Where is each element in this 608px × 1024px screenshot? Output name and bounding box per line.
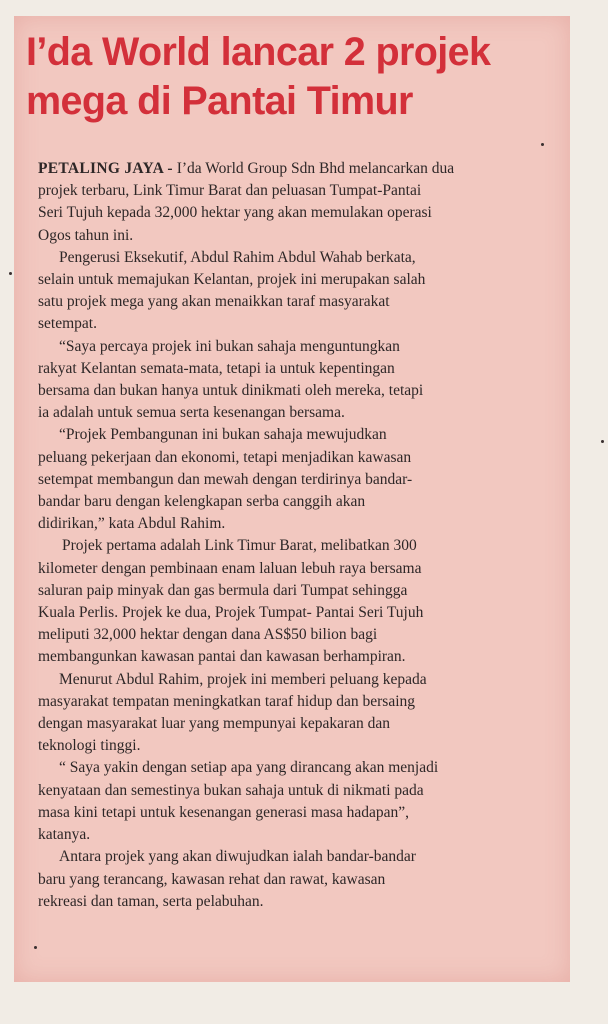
article-line: Ogos tahun ini. bbox=[38, 226, 134, 244]
print-speck bbox=[601, 440, 604, 443]
article-line bbox=[38, 158, 552, 180]
article-body bbox=[38, 158, 552, 913]
headline-line-2: mega di Pantai Timur bbox=[26, 79, 413, 123]
paragraph-1 bbox=[38, 158, 552, 247]
article-line: ia adalah untuk semua serta kesenangan bersama. bbox=[38, 404, 345, 422]
paragraph-8 bbox=[38, 846, 552, 913]
paragraph-3 bbox=[38, 336, 552, 425]
article-line: satu projek mega yang akan menaikkan taraf masyarakat bbox=[38, 293, 390, 311]
article-line: “Saya percaya projek ini bukan sahaja menguntungkan bbox=[59, 337, 400, 355]
article-line: membangunkan kawasan pantai dan kawasan berhampiran. bbox=[38, 648, 406, 666]
article-line: meliputi 32,000 hektar dengan dana AS$50 bilion bagi bbox=[38, 626, 378, 644]
article-line: setempat. bbox=[38, 315, 97, 333]
paragraph-2 bbox=[38, 247, 552, 336]
paragraph-7 bbox=[38, 757, 552, 846]
article-line: didirikan,” kata Abdul Rahim. bbox=[38, 515, 226, 533]
article-line: Projek pertama adalah Link Timur Barat, melibatkan 300 bbox=[62, 537, 417, 555]
paragraph-5 bbox=[38, 535, 552, 668]
article-line: Menurut Abdul Rahim, projek ini memberi peluang kepada bbox=[59, 670, 427, 688]
paragraph-4 bbox=[38, 424, 552, 535]
print-speck bbox=[541, 143, 544, 146]
headline bbox=[26, 28, 566, 126]
article-line: “ Saya yakin dengan setiap apa yang dirancang akan menjadi bbox=[59, 759, 439, 777]
article-line: peluang pekerjaan dan ekonomi, tetapi menjadikan kawasan bbox=[38, 448, 412, 466]
article-line: teknologi tinggi. bbox=[38, 737, 141, 755]
article-line: Pengerusi Eksekutif, Abdul Rahim Abdul Wahab berkata, bbox=[59, 248, 416, 266]
article-line: bandar baru dengan kelengkapan serba canggih akan bbox=[38, 493, 366, 511]
article-line: projek terbaru, Link Timur Barat dan peluasan Tumpat-Pantai bbox=[38, 182, 422, 200]
paragraph-6 bbox=[38, 669, 552, 758]
print-speck bbox=[9, 272, 12, 275]
article-line: bersama dan bukan hanya untuk dinikmati oleh mereka, tetapi bbox=[38, 382, 424, 400]
article-line: Kuala Perlis. Projek ke dua, Projek Tumpat- Pantai Seri Tujuh bbox=[38, 604, 424, 622]
article-line: selain untuk memajukan Kelantan, projek ini merupakan salah bbox=[38, 271, 426, 289]
article-line: masa kini tetapi untuk kesenangan generasi masa hadapan”, bbox=[38, 803, 410, 821]
article-line: Seri Tujuh kepada 32,000 hektar yang akan memulakan operasi bbox=[38, 204, 432, 222]
dateline: PETALING JAYA - bbox=[38, 160, 173, 177]
article-line: rekreasi dan taman, serta pelabuhan. bbox=[38, 892, 264, 910]
article-line: setempat membangun dan mewah dengan terdirinya bandar- bbox=[38, 470, 413, 488]
article-line: rakyat Kelantan semata-mata, tetapi ia untuk kepentingan bbox=[38, 359, 395, 377]
headline-line-1: I’da World lancar 2 projek bbox=[26, 30, 491, 74]
article-line: saluran paip minyak dan gas bermula dari Tumpat sehingga bbox=[38, 581, 408, 599]
article-line: “Projek Pembangunan ini bukan sahaja mewujudkan bbox=[59, 426, 387, 444]
article-line: masyarakat tempatan meningkatkan taraf hidup dan bersaing bbox=[38, 692, 416, 710]
article-line-text: I’da World Group Sdn Bhd melancarkan dua bbox=[172, 160, 455, 177]
article-line: baru yang terancang, kawasan rehat dan rawat, kawasan bbox=[38, 870, 386, 888]
print-speck bbox=[34, 946, 37, 949]
article-line: Antara projek yang akan diwujudkan ialah bandar-bandar bbox=[59, 848, 416, 866]
article-line: kenyataan dan semestinya bukan sahaja untuk di nikmati pada bbox=[38, 781, 424, 799]
article-line: katanya. bbox=[38, 826, 91, 844]
article-line: dengan masyarakat luar yang mempunyai kepakaran dan bbox=[38, 715, 391, 733]
article-line: kilometer dengan pembinaan enam laluan lebuh raya bersama bbox=[38, 559, 422, 577]
